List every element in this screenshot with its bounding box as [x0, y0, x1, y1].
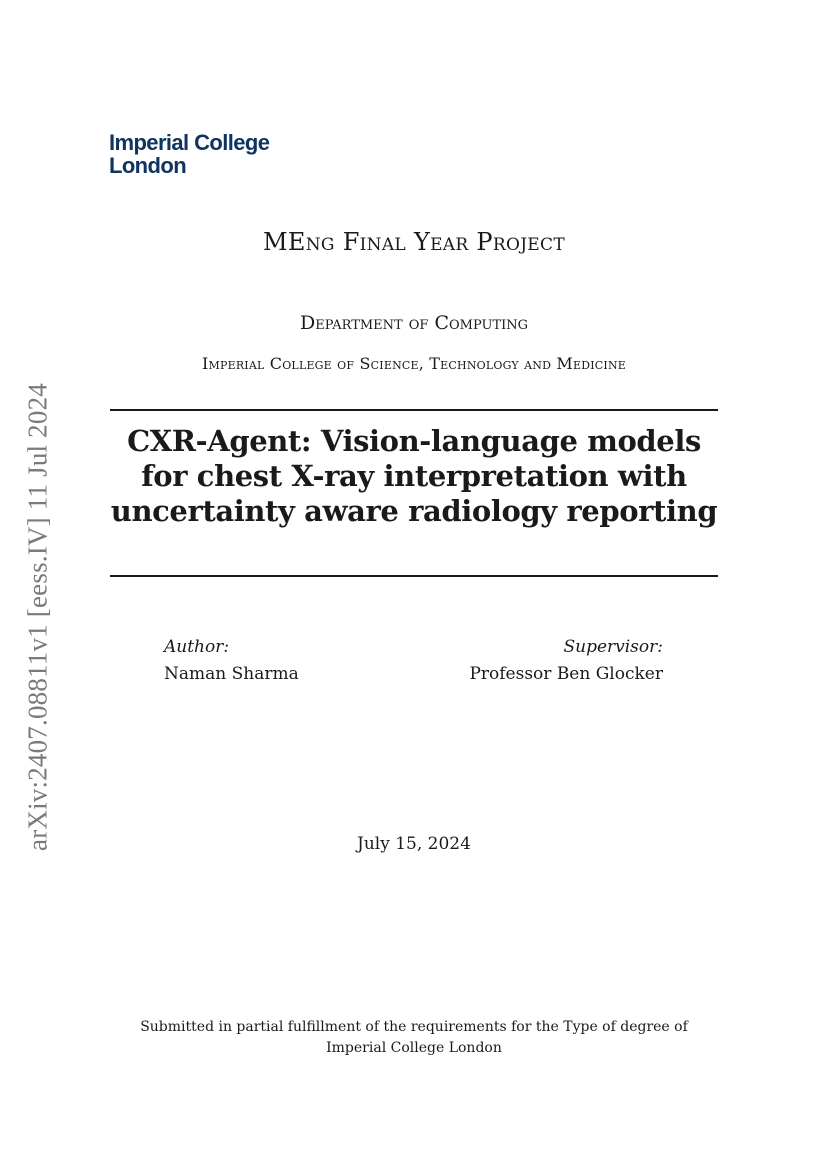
title-bottom-rule: [110, 575, 718, 577]
submission-statement: [0, 1017, 828, 1059]
logo-line-2: London: [109, 153, 187, 178]
author-name: Naman Sharma: [164, 664, 299, 684]
arxiv-stamp: arXiv:2407.08811v1 [eess.IV] 11 Jul 2024: [22, 383, 53, 851]
submission-date: July 15, 2024: [357, 834, 471, 854]
project-type: MEng Final Year Project: [263, 228, 565, 256]
department: Department of Computing: [299, 312, 529, 334]
college-name: Imperial College of Science, Technology and Medicine: [202, 354, 626, 373]
supervisor-block: [469, 634, 663, 688]
submission-line-2: Imperial College London: [326, 1040, 502, 1056]
thesis-title: CXR-Agent: Vision-language models for chest X-ray interpretation with uncertainty aware radiology reporting: [110, 424, 718, 528]
imperial-college-logo: [109, 131, 269, 177]
author-label: Author:: [164, 637, 230, 657]
supervisor-label: Supervisor:: [563, 637, 663, 657]
submission-line-1: Submitted in partial fulfillment of the requirements for the Type of degree of: [140, 1019, 688, 1035]
title-top-rule: [110, 409, 718, 411]
author-block: [164, 634, 299, 688]
logo-line-1: Imperial College: [109, 130, 270, 155]
supervisor-name: Professor Ben Glocker: [469, 664, 663, 684]
